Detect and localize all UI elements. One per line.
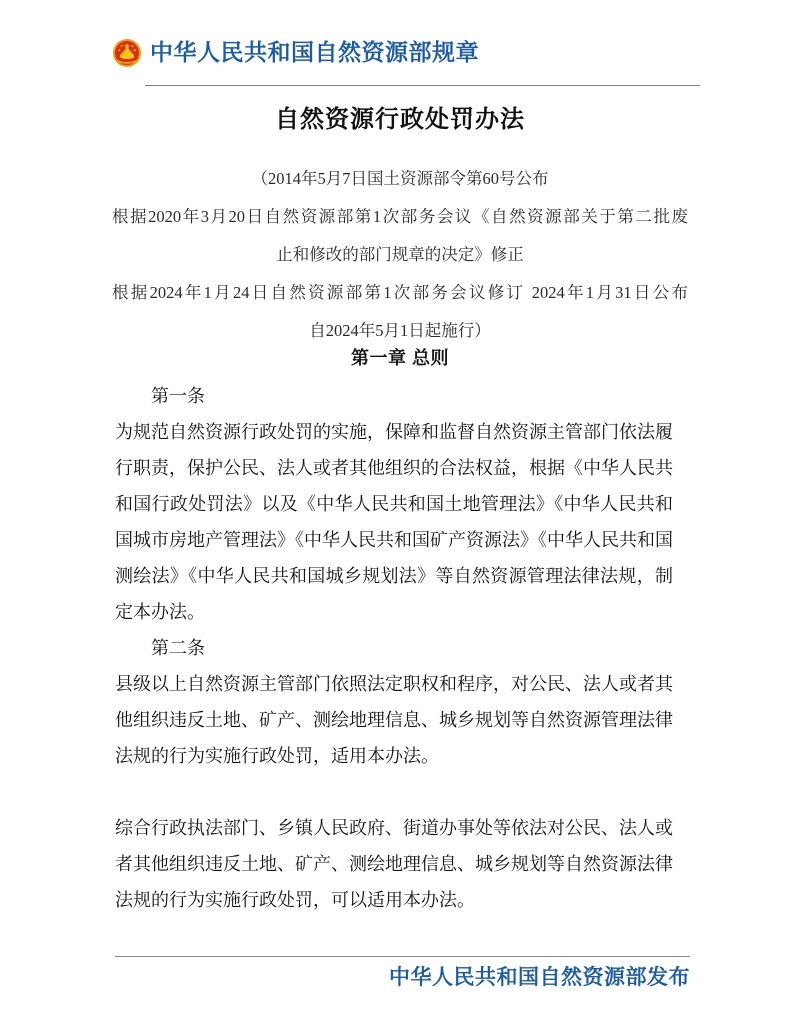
header-divider [145,85,700,86]
article-label: 第一条 [151,386,205,406]
publication-info-line: 根据2024年1月24日自然资源部第1次部务会议修订 2024年1月31日公布 [112,283,688,302]
page-title: 自然资源行政处罚办法 [275,107,525,133]
chapter-heading: 第一章 总则 [350,348,449,368]
article-paragraph: 为规范自然资源行政处罚的实施，保障和监督自然资源主管部门依法履行职责，保护公民、法人或者其他组织的合法权益，根据《中华人民共和国行政处罚法》以及《中华人民共和国土地管理法》《中华人民共和国城市房地产管理法》《中华人民共和国矿产资源法》《中华人民共和国测绘法》《中华人民共和国城乡规划法》等自然资源管理法律法规，制定本办法。 [115,422,673,622]
footer-divider [115,956,690,957]
article-label: 第二条 [151,638,205,658]
document-header [0,38,800,88]
publication-info-line: 止和修改的部门规章的决定》修正 [276,245,524,264]
article-paragraph: 综合行政执法部门、乡镇人民政府、街道办事处等依法对公民、法人或者其他组织违反土地、矿产、测绘地理信息、城乡规划等自然资源法律法规的行为实施行政处罚，可以适用本办法。 [115,818,673,910]
publication-info [112,160,688,350]
header-title: 中华人民共和国自然资源部规章 [150,40,479,65]
publication-info-line: 根据2020年3月20日自然资源部第1次部务会议《自然资源部关于第二批废 [112,207,688,226]
document-body [115,378,673,918]
publication-info-line: 自2024年5月1日起施行） [309,321,491,340]
header-row [0,38,800,68]
national-emblem-icon [112,38,142,68]
footer-text: 中华人民共和国自然资源部发布 [389,965,690,989]
paragraph-spacer [115,774,673,810]
article-paragraph: 县级以上自然资源主管部门依照法定职权和程序，对公民、法人或者其他组织违反土地、矿产、测绘地理信息、城乡规划等自然资源管理法律法规的行为实施行政处罚，适用本办法。 [115,674,673,766]
publication-info-line: （2014年5月7日国土资源部令第60号公布 [251,169,549,188]
